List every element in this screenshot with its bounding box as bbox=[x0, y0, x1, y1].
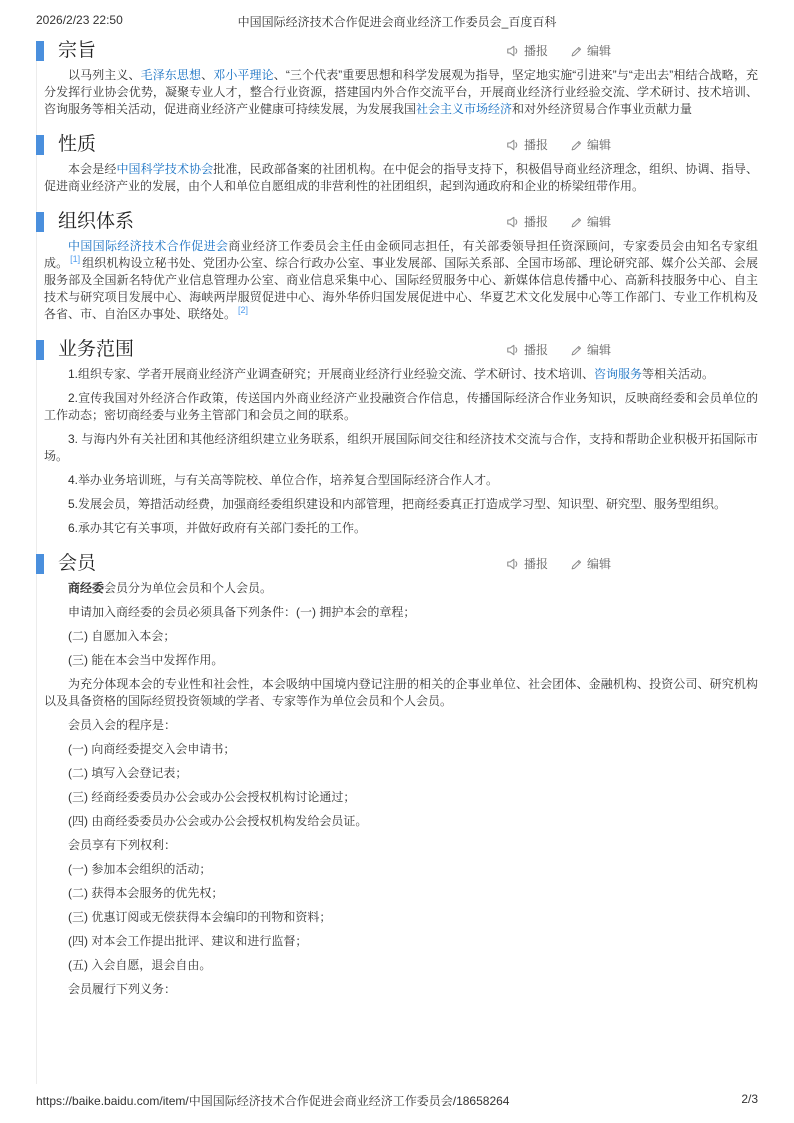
paragraph bbox=[44, 628, 758, 645]
paragraph bbox=[44, 957, 758, 974]
paragraph bbox=[44, 431, 758, 465]
paragraph bbox=[44, 472, 758, 489]
text-run: (三) 经商经委委员办公会或办公会授权机构讨论通过； bbox=[68, 790, 356, 804]
section-header bbox=[36, 553, 758, 575]
speaker-icon bbox=[506, 138, 520, 152]
paragraph bbox=[44, 366, 758, 383]
section-body bbox=[44, 161, 758, 195]
text-run: 以马列主义、 bbox=[68, 68, 141, 82]
text-run: (二) 自愿加入本会； bbox=[68, 629, 176, 643]
speaker-icon bbox=[506, 44, 520, 58]
section-accent-bar bbox=[36, 41, 44, 61]
page-number: 2/3 bbox=[741, 1092, 758, 1106]
print-url: https://baike.baidu.com/item/中国国际经济技术合作促进会商业经济工作委员会/18658264 bbox=[36, 1094, 510, 1108]
text-run: (二) 获得本会服务的优先权； bbox=[68, 886, 224, 900]
paragraph bbox=[44, 580, 758, 597]
text-run: 会员履行下列义务： bbox=[68, 982, 177, 996]
speaker-icon bbox=[506, 557, 520, 571]
paragraph bbox=[44, 789, 758, 806]
paragraph bbox=[44, 717, 758, 734]
section-1 bbox=[36, 40, 758, 118]
play-button-label: 播报 bbox=[524, 44, 549, 58]
text-run: 、 bbox=[201, 68, 214, 82]
article-content bbox=[36, 34, 758, 1005]
paragraph bbox=[44, 652, 758, 669]
sections-container bbox=[36, 40, 758, 998]
print-header bbox=[36, 13, 758, 29]
text-run: 6.承办其它有关事项，并做好政府有关部门委托的工作。 bbox=[68, 521, 367, 535]
section-4 bbox=[36, 339, 758, 537]
section-accent-bar bbox=[36, 554, 44, 574]
section-body bbox=[44, 366, 758, 537]
paragraph bbox=[44, 520, 758, 537]
play-button[interactable] bbox=[506, 214, 548, 230]
paragraph bbox=[44, 496, 758, 513]
section-title: 性质 bbox=[58, 134, 97, 155]
text-run: 会员分为单位会员和个人会员。 bbox=[104, 581, 273, 595]
edit-button[interactable] bbox=[570, 137, 611, 153]
section-actions bbox=[506, 214, 611, 230]
section-accent-bar bbox=[36, 212, 44, 232]
pencil-icon bbox=[570, 344, 583, 357]
paragraph bbox=[44, 238, 758, 323]
text-run: 批准，民政部备案的社团机构。在中促会的指导支持下，积极倡导商业经济理念，组织、协调、指导、促进商业经济产业的发展，由个人和单位自愿组成的非营利性的社团组织，起到沟通政府和企业的桥梁纽带作用。 bbox=[44, 162, 758, 193]
edit-button[interactable] bbox=[570, 214, 611, 230]
section-accent-bar bbox=[36, 135, 44, 155]
print-footer bbox=[36, 1092, 758, 1108]
text-run: 4.举办业务培训班，与有关高等院校、单位合作，培养复合型国际经济合作人才。 bbox=[68, 473, 499, 487]
inline-link[interactable]: 中国科学技术协会 bbox=[116, 162, 214, 176]
section-header bbox=[36, 211, 758, 233]
print-datetime: 2026/2/23 22:50 bbox=[36, 13, 123, 27]
paragraph bbox=[44, 741, 758, 758]
section-header bbox=[36, 134, 758, 156]
text-run: 组织机构设立秘书处、党团办公室、综合行政办公室、事业发展部、国际关系部、全国市场部、理论研究部、媒介公关部、会展服务部及全国新名特优产业信息管理办公室、商业信息采集中心、国际经贸服务中心、新媒体信息传播中心、高新科技服务中心、自主技术与研究项目发展中心、海峡两岸服贸促进中心、海外华侨归国发展促进中心、华夏艺术文化发展中心等工作部门、专业工作机构及各省、市、自治区办事处、联络处。 bbox=[44, 256, 758, 321]
text-run: (五) 入会自愿，退会自由。 bbox=[68, 958, 212, 972]
text-run: 等相关活动。 bbox=[642, 367, 715, 381]
play-button-label: 播报 bbox=[524, 557, 549, 571]
pencil-icon bbox=[570, 45, 583, 58]
speaker-icon bbox=[506, 215, 520, 229]
bold-text: 商经委 bbox=[68, 581, 105, 595]
text-run: (二) 填写入会登记表； bbox=[68, 766, 188, 780]
paragraph bbox=[44, 161, 758, 195]
section-header bbox=[36, 40, 758, 62]
paragraph bbox=[44, 837, 758, 854]
paragraph bbox=[44, 676, 758, 710]
text-run: 2.宣传我国对外经济合作政策，传送国内外商业经济产业投融资合作信息，传播国际经济合作业务知识，反映商经委和会员单位的工作动态；密切商经委与业务主管部门和会员之间的联系。 bbox=[44, 391, 758, 422]
text-run: (三) 能在本会当中发挥作用。 bbox=[68, 653, 224, 667]
play-button[interactable] bbox=[506, 342, 548, 358]
edit-button-label: 编辑 bbox=[587, 138, 612, 152]
text-run: 和对外经济贸易合作事业贡献力量 bbox=[512, 102, 693, 116]
text-run: 商业经济工作委员会主任由金硕同志担任，有关部委领导担任资深顾问，专家委员会由知名专家组成。 bbox=[44, 239, 758, 270]
paragraph bbox=[44, 885, 758, 902]
edit-button-label: 编辑 bbox=[587, 44, 612, 58]
play-button-label: 播报 bbox=[524, 215, 549, 229]
section-title: 组织体系 bbox=[58, 211, 135, 232]
speaker-icon bbox=[506, 343, 520, 357]
edit-button[interactable] bbox=[570, 43, 611, 59]
play-button[interactable] bbox=[506, 43, 548, 59]
inline-link[interactable]: 咨询服务 bbox=[594, 367, 643, 381]
text-run: (四) 对本会工作提出批评、建议和进行监督； bbox=[68, 934, 308, 948]
inline-link[interactable]: 社会主义市场经济 bbox=[416, 102, 513, 116]
text-run: 、“三个代表”重要思想和科学发展观为指导，坚定地实施“引进来”与“走出去”相结合战略，充分发挥行业协会优势，凝聚专业人才，整合行业资源，搭建国内外合作交流平台，开展商业经济行业经验交流、学术研讨、技术培训、咨询服务等相关活动，促进商业经济产业健康可持续发展，为发展我国 bbox=[44, 68, 758, 116]
text-run: 1.组织专家、学者开展商业经济产业调查研究；开展商业经济行业经验交流、学术研讨、技术培训、 bbox=[68, 367, 595, 381]
section-title: 会员 bbox=[58, 553, 97, 574]
section-body bbox=[44, 580, 758, 998]
paragraph bbox=[44, 604, 758, 621]
text-run: 3. 与海内外有关社团和其他经济组织建立业务联系，组织开展国际间交往和经济技术交流与合作，支持和帮助企业积极开拓国际市场。 bbox=[44, 432, 758, 463]
paragraph bbox=[44, 67, 758, 118]
section-accent-bar bbox=[36, 340, 44, 360]
section-title: 业务范围 bbox=[58, 339, 135, 360]
section-actions bbox=[506, 342, 611, 358]
edit-button-label: 编辑 bbox=[587, 343, 612, 357]
text-run: (三) 优惠订阅或无偿获得本会编印的刊物和资料； bbox=[68, 910, 332, 924]
text-run: (一) 向商经委提交入会申请书； bbox=[68, 742, 236, 756]
text-run: (四) 由商经委委员办公会或办公会授权机构发给会员证。 bbox=[68, 814, 368, 828]
inline-link[interactable]: 邓小平理论 bbox=[213, 68, 274, 82]
section-actions bbox=[506, 43, 611, 59]
edit-button-label: 编辑 bbox=[587, 215, 612, 229]
text-run: (一) 参加本会组织的活动； bbox=[68, 862, 212, 876]
inline-link[interactable]: 毛泽东思想 bbox=[140, 68, 202, 82]
play-button-label: 播报 bbox=[524, 343, 549, 357]
paragraph bbox=[44, 981, 758, 998]
paragraph bbox=[44, 909, 758, 926]
reference-sup[interactable]: [2] bbox=[238, 305, 249, 315]
section-5 bbox=[36, 553, 758, 998]
section-2 bbox=[36, 134, 758, 195]
text-run: 为充分体现本会的专业性和社会性，本会吸纳中国境内登记注册的相关的企事业单位、社会团体、金融机构、投资公司、研究机构以及具备资格的国际经贸投资领域的学者、专家等作为单位会员和个人会员。 bbox=[44, 677, 758, 708]
text-run: 本会是经 bbox=[68, 162, 117, 176]
inline-link[interactable]: 中国国际经济技术合作促进会 bbox=[68, 239, 229, 253]
paragraph bbox=[44, 933, 758, 950]
paragraph bbox=[44, 861, 758, 878]
section-actions bbox=[506, 137, 611, 153]
text-run: 5.发展会员，筹措活动经费，加强商经委组织建设和内部管理，把商经委真正打造成学习型、知识型、研究型、服务型组织。 bbox=[68, 497, 727, 511]
section-3 bbox=[36, 211, 758, 323]
edit-button[interactable] bbox=[570, 342, 611, 358]
pencil-icon bbox=[570, 558, 583, 571]
paragraph bbox=[44, 765, 758, 782]
edit-button-label: 编辑 bbox=[587, 557, 612, 571]
section-title: 宗旨 bbox=[58, 40, 97, 61]
text-run: 会员入会的程序是： bbox=[68, 718, 177, 732]
text-run: 申请加入商经委的会员必须具备下列条件：(一) 拥护本会的章程； bbox=[68, 605, 416, 619]
section-actions bbox=[506, 556, 611, 572]
text-run: 会员享有下列权利： bbox=[68, 838, 177, 852]
play-button[interactable] bbox=[506, 137, 548, 153]
section-body bbox=[44, 67, 758, 118]
pencil-icon bbox=[570, 216, 583, 229]
play-button-label: 播报 bbox=[524, 138, 549, 152]
edit-button[interactable] bbox=[570, 556, 611, 572]
play-button[interactable] bbox=[506, 556, 548, 572]
section-body bbox=[44, 238, 758, 323]
section-header bbox=[36, 339, 758, 361]
paragraph bbox=[44, 390, 758, 424]
reference-sup[interactable]: [1] bbox=[70, 254, 81, 264]
pencil-icon bbox=[570, 139, 583, 152]
paragraph bbox=[44, 813, 758, 830]
print-title: 中国国际经济技术合作促进会商业经济工作委员会_百度百科 bbox=[237, 15, 557, 29]
